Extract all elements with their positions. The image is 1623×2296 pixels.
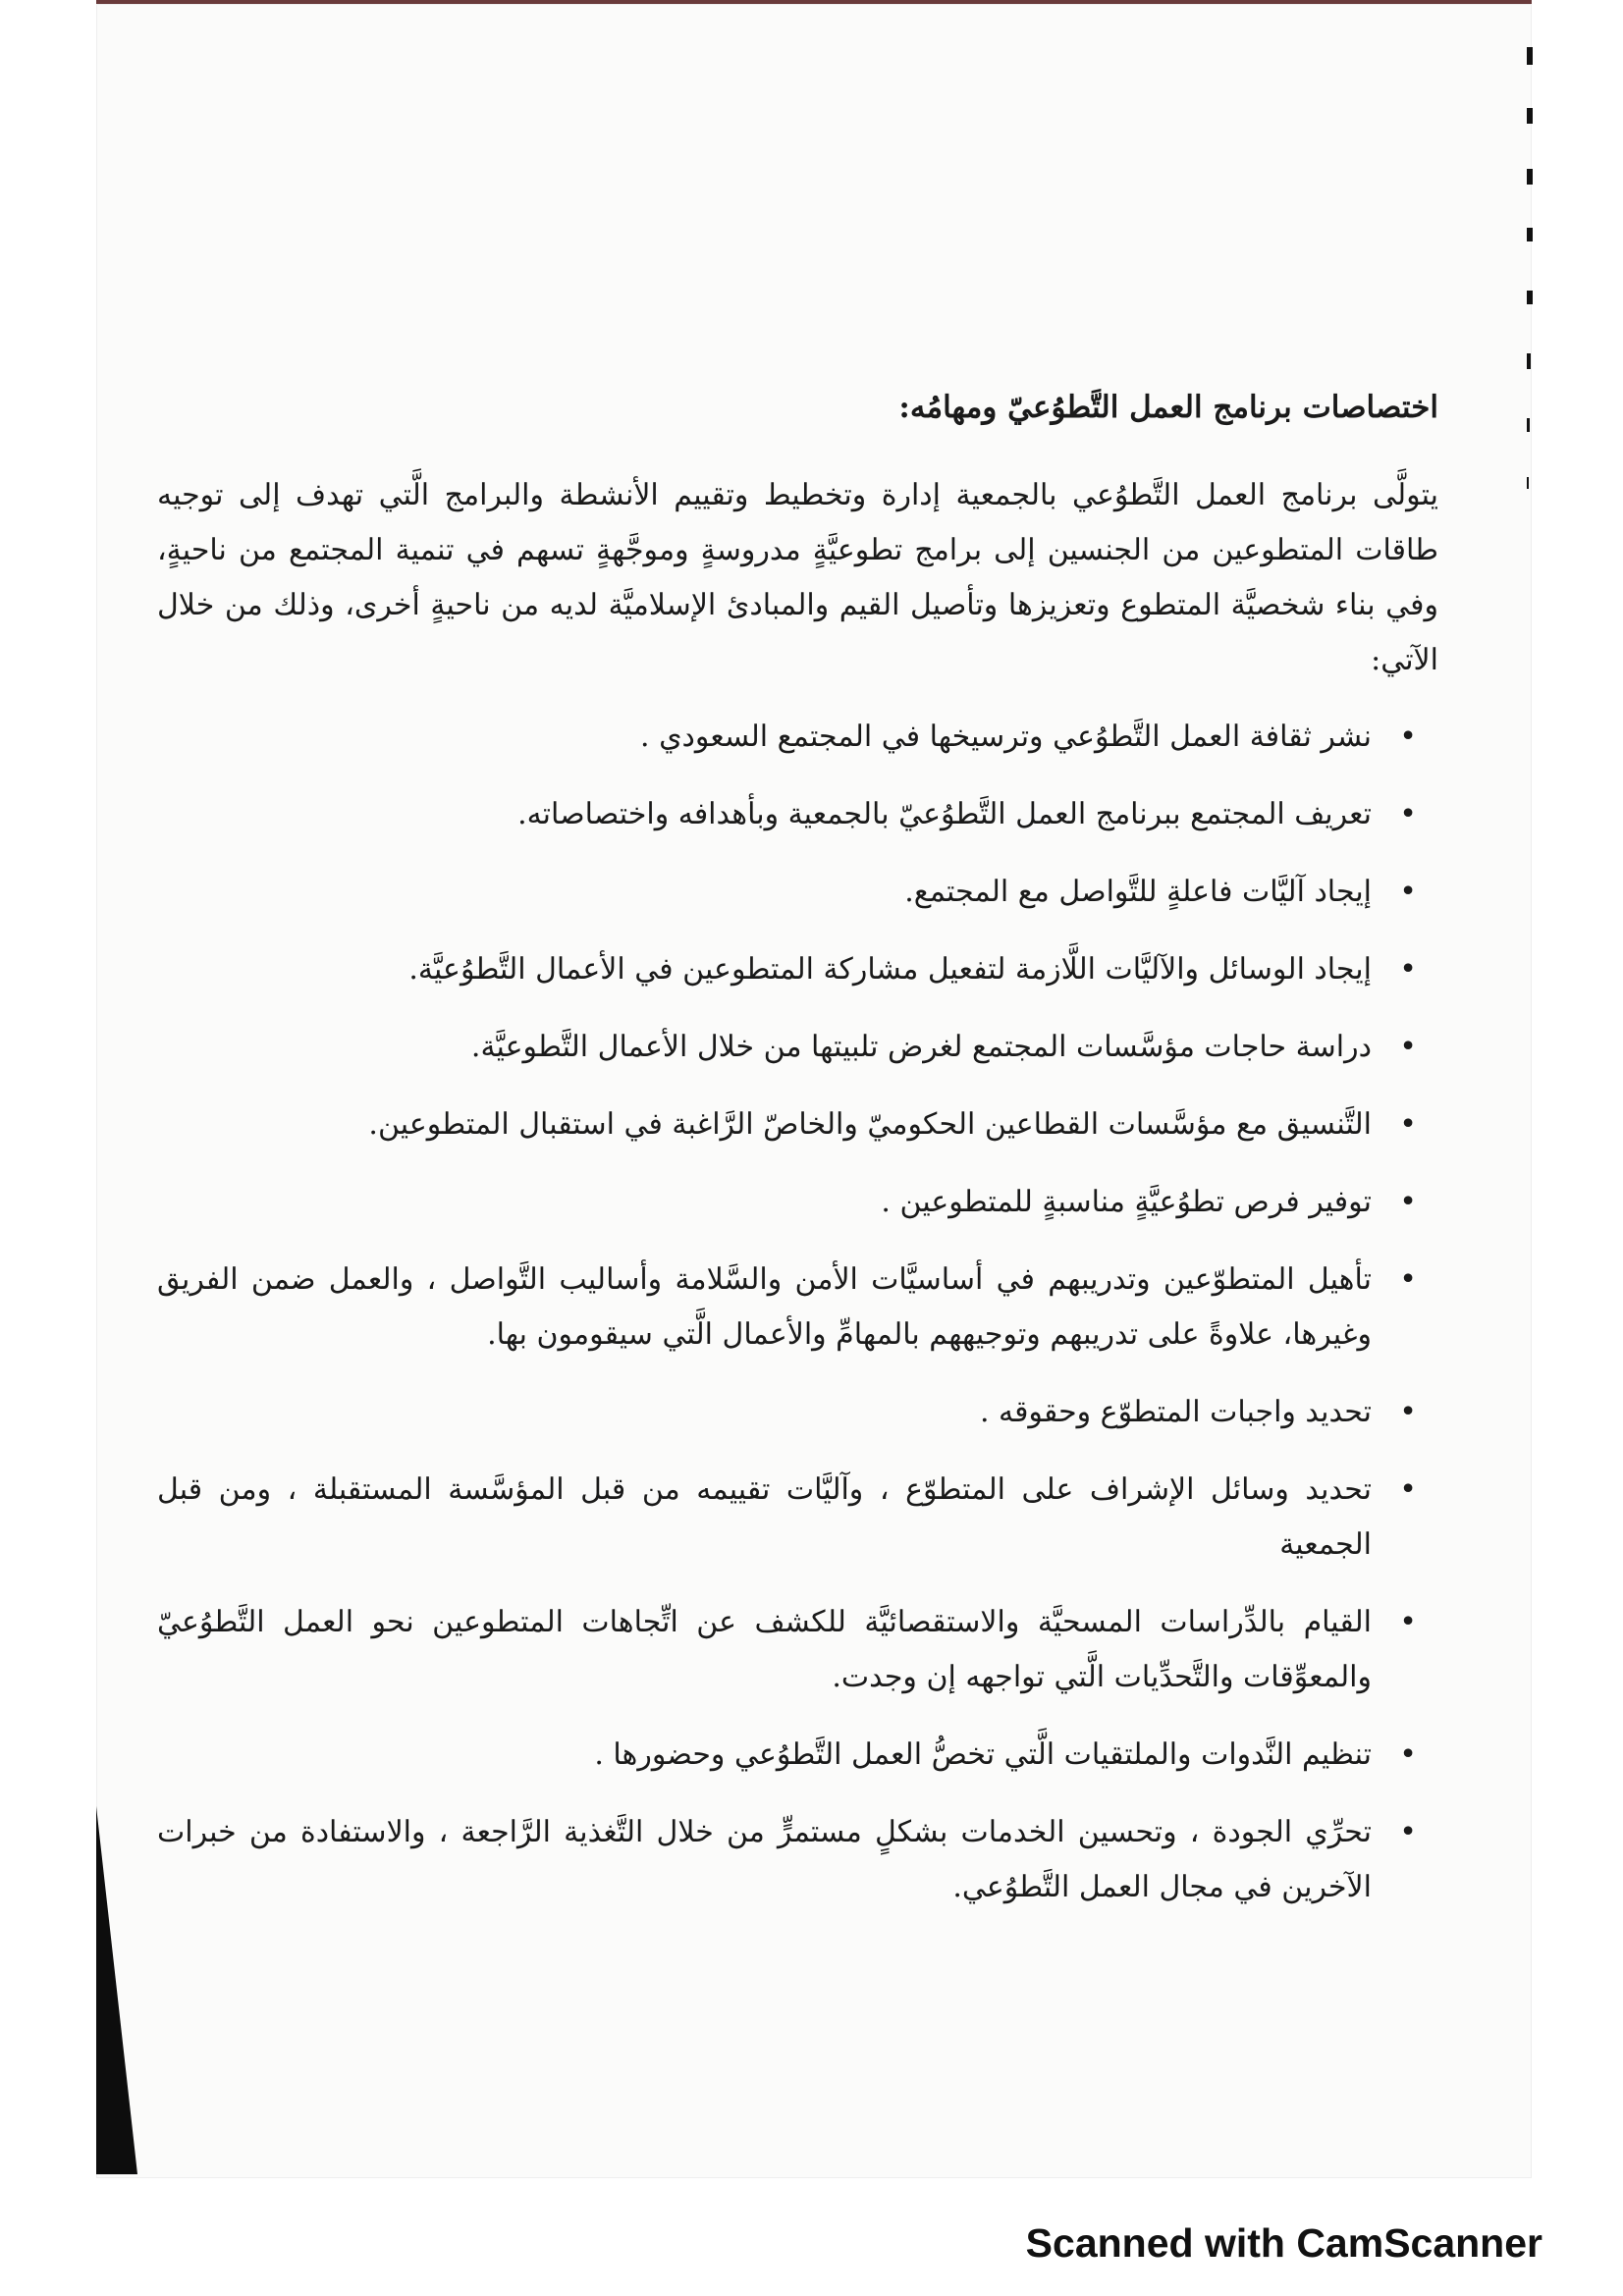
document-body: [157, 388, 1438, 1938]
list-item: • تحديد وسائل الإشراف على المتطوّع ، وآليَّات تقييمه من قبل المؤسَّسة المستقبلة ، ومن قبل الجمعية: [157, 1463, 1438, 1573]
section-heading: اختصاصات برنامج العمل التَّطوُعيّ ومهامُه:: [898, 390, 1438, 425]
binding-mark: [1527, 47, 1533, 65]
list-item: • تحديد واجبات المتطوّع وحقوقه .: [157, 1385, 1438, 1440]
scanner-watermark: Scanned with CamScanner: [1025, 2220, 1542, 2266]
list-item: • القيام بالدِّراسات المسحيَّة والاستقصائيَّة للكشف عن اتِّجاهات المتطوعين نحو العمل التَّطوُعيّ والمعوِّقات والتَّحدِّيات الَّتي تواجهه إن وجدت.: [157, 1595, 1438, 1705]
binding-mark: [1527, 169, 1533, 185]
list-item: • تنظيم النَّدوات والملتقيات الَّتي تخصُّ العمل التَّطوُعي وحضورها .: [157, 1728, 1438, 1783]
binding-mark: [1527, 291, 1533, 304]
binding-mark: [1527, 353, 1531, 369]
list-item: • توفير فرص تطوُعيَّةٍ مناسبةٍ للمتطوعين .: [157, 1175, 1438, 1230]
binding-marks: [1527, 47, 1539, 518]
binding-mark: [1527, 477, 1529, 489]
intro-paragraph: يتولَّى برنامج العمل التَّطوُعي بالجمعية إدارة وتخطيط وتقييم الأنشطة والبرامج الَّتي تهدف إلى توجيه طاقات المتطوعين من الجنسين إلى برامج تطوعيَّةٍ مدروسةٍ وموجَّهةٍ تسهم في تنمية المجتمع من ناحيةٍ، وفي بناء شخصيَّة المتطوع وتعزيزها وتأصيل القيم والمبادئ الإسلاميَّة لديه من ناحيةٍ أخرى، وذلك من خلال الآتي:: [157, 478, 1438, 678]
list-item: • تحرِّي الجودة ، وتحسين الخدمات بشكلٍ مستمرٍّ من خلال التَّغذية الرَّاجعة ، والاستفادة من خبرات الآخرين في مجال العمل التَّطوُعي.: [157, 1805, 1438, 1915]
list-item: • التَّنسيق مع مؤسَّسات القطاعين الحكوميّ والخاصّ الرَّاغبة في استقبال المتطوعين.: [157, 1097, 1438, 1152]
binding-mark: [1527, 228, 1533, 241]
list-item: • نشر ثقافة العمل التَّطوُعي وترسيخها في المجتمع السعودي .: [157, 710, 1438, 765]
list-item: • إيجاد آليَّات فاعلةٍ للتَّواصل مع المجتمع.: [157, 865, 1438, 920]
list-item: • دراسة حاجات مؤسَّسات المجتمع لغرض تلبيتها من خلال الأعمال التَّطوعيَّة.: [157, 1020, 1438, 1075]
scan-shadow-edge: [96, 1806, 137, 2174]
list-item: • تعريف المجتمع ببرنامج العمل التَّطوُعيّ بالجمعية وبأهدافه واختصاصاته.: [157, 787, 1438, 842]
duties-list: [157, 710, 1438, 1915]
binding-mark: [1527, 418, 1530, 432]
list-item: • إيجاد الوسائل والآليَّات اللَّازمة لتفعيل مشاركة المتطوعين في الأعمال التَّطوُعيَّة.: [157, 942, 1438, 997]
binding-mark: [1527, 108, 1533, 124]
list-item: • تأهيل المتطوّعين وتدريبهم في أساسيَّات الأمن والسَّلامة وأساليب التَّواصل ، والعمل ضمن الفريق وغيرها، علاوةً على تدريبهم وتوجيههم بالمهامِّ والأعمال الَّتي سيقومون بها.: [157, 1253, 1438, 1362]
